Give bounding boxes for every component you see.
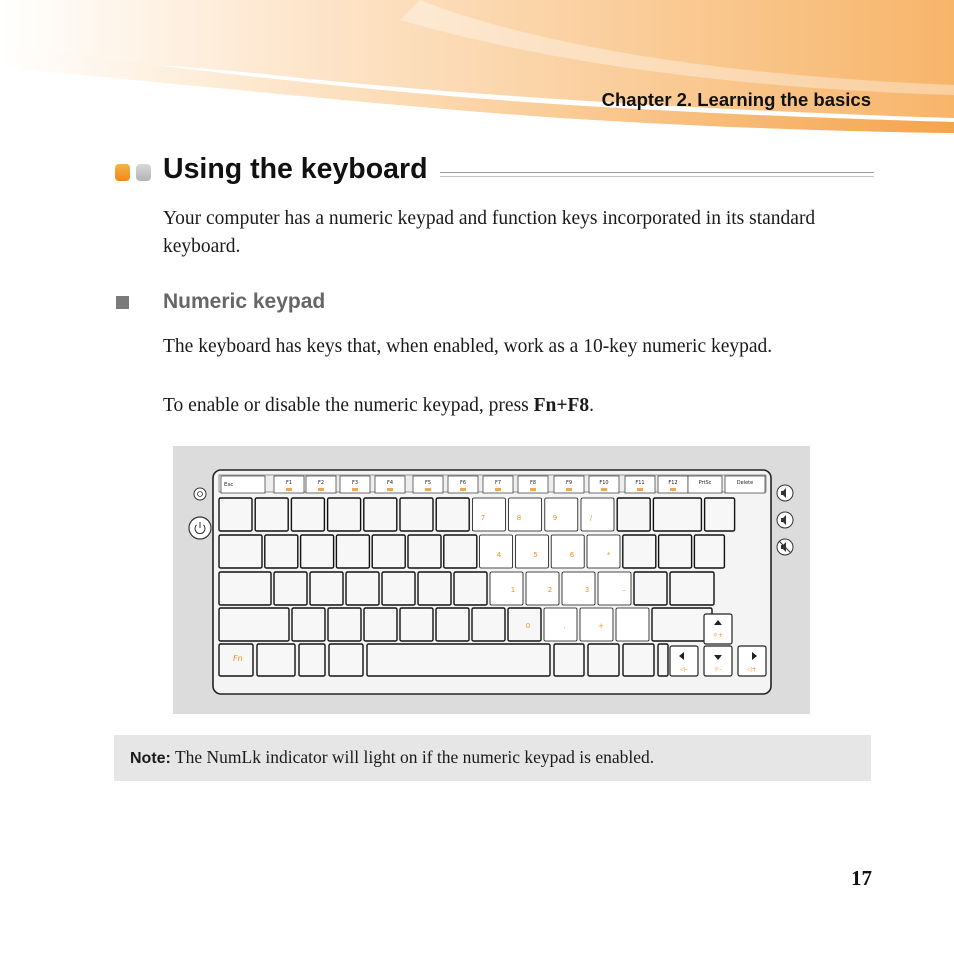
power-button-icon [189, 517, 211, 539]
fkey-label: F6 [459, 480, 467, 486]
key [653, 498, 701, 531]
numpad-label: 0 [525, 622, 531, 630]
fkey-label: F1 [285, 480, 293, 486]
key [436, 498, 469, 531]
key [336, 535, 369, 568]
key [299, 644, 325, 676]
key-combination: Fn+F8 [533, 395, 590, 416]
key [581, 498, 614, 531]
header-banner [0, 0, 954, 135]
fkey-function-icon [637, 488, 643, 491]
fkey-function-icon [495, 488, 501, 491]
numpad-label: 6 [569, 551, 575, 559]
fn-key-label: Fn [233, 654, 243, 663]
key [219, 572, 271, 605]
fkey-label: F5 [424, 480, 432, 486]
fkey-function-icon [460, 488, 466, 491]
key [367, 644, 550, 676]
key [694, 535, 724, 568]
power-indicator-icon [194, 488, 206, 500]
key [328, 608, 361, 641]
numpad-label: – [622, 586, 626, 594]
fkey-function-icon [318, 488, 324, 491]
key [508, 608, 541, 641]
keyboard-illustration [173, 446, 810, 714]
enable-keypad-paragraph: To enable or disable the numeric keypad, press Fn+F8. [163, 395, 595, 416]
numpad-label: 9 [552, 514, 558, 522]
fkey-function-icon [387, 488, 393, 491]
volume-up-icon [777, 485, 793, 501]
fkey-label: F9 [565, 480, 573, 486]
key [444, 535, 477, 568]
key [652, 608, 712, 641]
fkey-label: F8 [529, 480, 537, 486]
numpad-label: 7 [480, 514, 486, 522]
key [408, 535, 441, 568]
key [292, 608, 325, 641]
fkey-function-icon [530, 488, 536, 491]
numpad-label: 2 [547, 586, 553, 594]
fkey-function-icon [601, 488, 607, 491]
numpad-label: + [598, 622, 604, 630]
key [265, 535, 298, 568]
key [472, 498, 505, 531]
key [219, 535, 262, 568]
key [346, 572, 379, 605]
section-divider [440, 172, 874, 177]
numpad-label: 8 [516, 514, 522, 522]
key [705, 498, 735, 531]
mute-icon [777, 539, 793, 555]
key [418, 572, 451, 605]
key [562, 572, 595, 605]
fkey-function-icon [566, 488, 572, 491]
numpad-label: 1 [510, 586, 516, 594]
key [509, 498, 542, 531]
key [472, 608, 505, 641]
key [257, 644, 295, 676]
fkey-label: F11 [635, 480, 645, 486]
numeric-keypad-paragraph: The keyboard has keys that, when enabled, work as a 10-key numeric keypad. [163, 336, 773, 357]
volume-down-icon [777, 512, 793, 528]
svg-text:☼–: ☼– [713, 666, 723, 673]
key [580, 608, 613, 641]
chapter-title: Chapter 2. Learning the basics [601, 89, 871, 110]
key [670, 572, 714, 605]
key [588, 644, 619, 676]
key [291, 498, 324, 531]
key [617, 498, 650, 531]
key [545, 498, 578, 531]
intro-paragraph: Your computer has a numeric keypad and function keys incorporated in its standard keyboard. [163, 208, 816, 257]
numpad-label: 5 [533, 551, 538, 559]
page-number: 17 [851, 866, 872, 890]
fkey-label: F4 [386, 480, 394, 486]
square-bullet-icon [116, 296, 129, 309]
key [219, 608, 289, 641]
key [382, 572, 415, 605]
fkey-label: PrtSc [698, 480, 712, 486]
key [634, 572, 667, 605]
fkey-label: F2 [317, 480, 325, 486]
key [623, 535, 656, 568]
key [328, 498, 361, 531]
key [219, 498, 252, 531]
numpad-label: 3 [584, 586, 590, 594]
numpad-label: * [606, 551, 611, 559]
key [490, 572, 523, 605]
key [623, 644, 654, 676]
key [436, 608, 469, 641]
key [400, 498, 433, 531]
section-title: Using the keyboard [163, 153, 428, 185]
fkey-label: F12 [668, 480, 678, 486]
key [301, 535, 334, 568]
key [659, 535, 692, 568]
fkey-label: F10 [599, 480, 609, 486]
key [515, 535, 548, 568]
key [310, 572, 343, 605]
key [616, 608, 649, 641]
svg-text:◁+: ◁+ [747, 666, 757, 673]
key [364, 608, 397, 641]
esc-key-label: Esc [224, 482, 234, 488]
fkey-function-icon [425, 488, 431, 491]
numpad-label: 4 [496, 551, 502, 559]
key [364, 498, 397, 531]
fkey-function-icon [670, 488, 676, 491]
key [526, 572, 559, 605]
note-text: Note: The NumLk indicator will light on if the numeric keypad is enabled. [130, 747, 655, 767]
numpad-label: / [589, 514, 593, 522]
key [658, 644, 668, 676]
key [454, 572, 487, 605]
key [551, 535, 584, 568]
note-box [114, 735, 871, 781]
key [255, 498, 288, 531]
key [372, 535, 405, 568]
svg-text:◁–: ◁– [680, 666, 688, 673]
key [274, 572, 307, 605]
key [400, 608, 433, 641]
fkey-label: F7 [494, 480, 502, 486]
svg-text:☼+: ☼+ [712, 632, 724, 639]
fkey-function-icon [286, 488, 292, 491]
subsection-title: Numeric keypad [163, 290, 326, 313]
numpad-label: . [563, 622, 566, 630]
key [598, 572, 631, 605]
note-label: Note: [130, 750, 171, 767]
key [587, 535, 620, 568]
keyboard-figure [173, 446, 810, 714]
fkey-function-icon [352, 488, 358, 491]
key [329, 644, 363, 676]
fkey-label: F3 [351, 480, 359, 486]
fkey-label: Delete [736, 480, 754, 486]
key [554, 644, 584, 676]
key [544, 608, 577, 641]
